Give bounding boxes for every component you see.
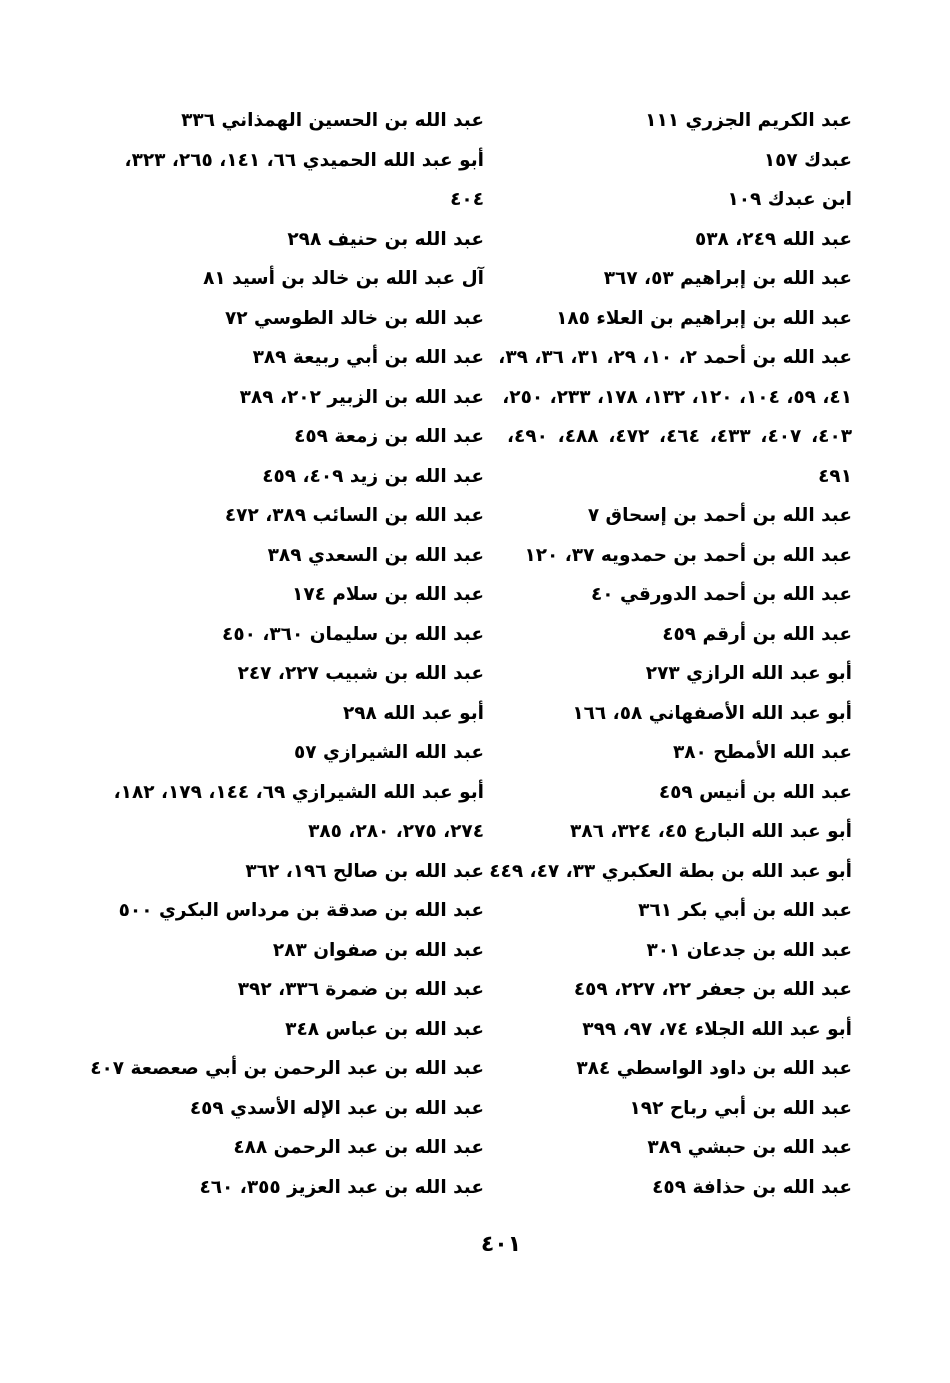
- index-entry: عبد الله بن عبد الإله الأسدي ٤٥٩: [189, 1097, 484, 1119]
- index-entry: عبد الله بن صفوان ٢٨٣: [272, 939, 484, 961]
- index-entry: عبد الله بن عباس ٣٤٨: [285, 1018, 484, 1040]
- index-entry: عبد الله بن أبي ربيعة ٣٨٩: [252, 347, 484, 368]
- index-entry: عبد الله بن صالح ١٩٦، ٣٦٢: [245, 860, 484, 882]
- index-entry: عبد الله بن السائب ٣٨٩، ٤٧٢: [224, 505, 484, 526]
- index-entry: عبد الله بن إبراهيم ٥٣، ٣٦٧: [603, 268, 852, 289]
- index-entry: عبد الله بن سلام ١٧٤: [292, 584, 484, 605]
- index-entry: عبد الله بن أنيس ٤٥٩: [658, 781, 852, 803]
- index-entry: عبد الله بن حذافة ٤٥٩: [652, 1176, 852, 1198]
- index-entry: عبد الله بن داود الواسطي ٣٨٤: [576, 1058, 852, 1079]
- index-entry: عبد الله بن أحمد بن إسحاق ٧: [587, 505, 852, 526]
- index-entry: عبد الله الأمطح ٣٨٠: [672, 742, 852, 763]
- index-entry: عبد الله بن أحمد الدورقي ٤٠: [590, 584, 852, 605]
- index-entry: عبد الله بن حبشي ٣٨٩: [647, 1137, 852, 1158]
- index-column-left: [90, 101, 484, 1207]
- index-entry: أبو عبد الله بن بطة العكبري ٣٣، ٤٧، ٤٤٩: [489, 860, 852, 882]
- index-entry: ٢٧٤، ٢٧٥، ٢٨٠، ٣٨٥: [308, 821, 484, 842]
- index-entry: أبو عبد الله الشيرازي ٦٩، ١٤٤، ١٧٩، ١٨٢،: [113, 781, 484, 803]
- index-entry: عبد الله بن عبد الرحمن بن أبي صعصعة ٤٠٧: [90, 1058, 484, 1079]
- index-entry: عبد الله بن إبراهيم بن العلاء ١٨٥: [556, 307, 852, 329]
- index-entry: عبد الله بن حنيف ٢٩٨: [287, 228, 484, 250]
- index-entry: عبد الله بن السعدي ٣٨٩: [267, 544, 484, 566]
- index-entry: عبد الله بن الحسين الهمذاني ٣٣٦: [181, 110, 484, 131]
- index-entry: أبو عبد الله الحميدي ٦٦، ١٤١، ٢٦٥، ٣٢٣،: [124, 149, 484, 171]
- index-entry: عبد الله بن صدقة بن مرداس البكري ٥٠٠: [118, 900, 484, 921]
- index-entry: عبد الله بن خالد الطوسي ٧٢: [224, 307, 484, 329]
- index-entry: ٤٩١: [818, 465, 852, 487]
- index-entry: أبو عبد الله البارع ٤٥، ٣٢٤، ٣٨٦: [570, 821, 852, 842]
- index-entry: ابن عبدك ١٠٩: [727, 189, 852, 210]
- index-entry: عبد الله بن أرقم ٤٥٩: [662, 623, 852, 645]
- index-entry: عبد الله بن أحمد بن حمدويه ٣٧، ١٢٠: [524, 544, 852, 566]
- index-entry: عبد الله بن ضمرة ٣٣٦، ٣٩٢: [237, 979, 484, 1000]
- index-entry: عبد الله بن زمعة ٤٥٩: [294, 426, 484, 447]
- index-entry: عبد الله بن أبي بكر ٣٦١: [638, 900, 852, 921]
- index-entry: آل عبد الله بن خالد بن أسيد ٨١: [203, 268, 484, 289]
- index-entry: عبد الله الشيرازي ٥٧: [294, 742, 484, 763]
- index-entry: عبد الله بن عبد العزيز ٣٥٥، ٤٦٠: [199, 1176, 484, 1198]
- index-entry: عبد الله بن أحمد ٢، ١٠، ٢٩، ٣١، ٣٦، ٣٩،: [498, 347, 852, 368]
- index-entry: عبد الله بن سليمان ٣٦٠، ٤٥٠: [222, 623, 484, 645]
- index-entry: أبو عبد الله ٢٩٨: [342, 702, 484, 724]
- index-entry: عبد الله بن عبد الرحمن ٤٨٨: [233, 1137, 484, 1158]
- index-entry: عبد الكريم الجزري ١١١: [645, 110, 852, 131]
- index-entry: أبو عبد الله الرازي ٢٧٣: [645, 663, 852, 684]
- index-entry: أبو عبد الله الجلاء ٧٤، ٩٧، ٣٩٩: [582, 1018, 852, 1040]
- index-entry: عبد الله ٢٤٩، ٥٣٨: [694, 228, 852, 250]
- index-entry: عبد الله بن زيد ٤٠٩، ٤٥٩: [262, 465, 484, 487]
- index-entry: عبد الله بن جدعان ٣٠١: [646, 939, 852, 961]
- index-entry: ٤٠٤: [450, 189, 484, 210]
- index-column-right: [489, 101, 853, 1207]
- index-entry: عبد الله بن جعفر ٢٢، ٢٢٧، ٤٥٩: [573, 979, 852, 1000]
- index-entry: عبد الله بن أبي رباح ١٩٢: [629, 1097, 852, 1119]
- index-entry: عبد الله بن شبيب ٢٢٧، ٢٤٧: [237, 663, 484, 684]
- index-entry: عبدك ١٥٧: [763, 149, 852, 171]
- index-entry: ٤٠٣، ٤٠٧، ٤٣٣، ٤٦٤، ٤٧٢، ٤٨٨، ٤٩٠،: [507, 426, 853, 447]
- page-number: ٤٠١: [480, 1232, 522, 1257]
- index-entry: ٤١، ٥٩، ١٠٤، ١٢٠، ١٣٢، ١٧٨، ٢٣٣، ٢٥٠،: [502, 386, 852, 408]
- index-entry: أبو عبد الله الأصفهاني ٥٨، ١٦٦: [572, 702, 852, 724]
- index-entry: عبد الله بن الزبير ٢٠٢، ٣٨٩: [239, 386, 484, 408]
